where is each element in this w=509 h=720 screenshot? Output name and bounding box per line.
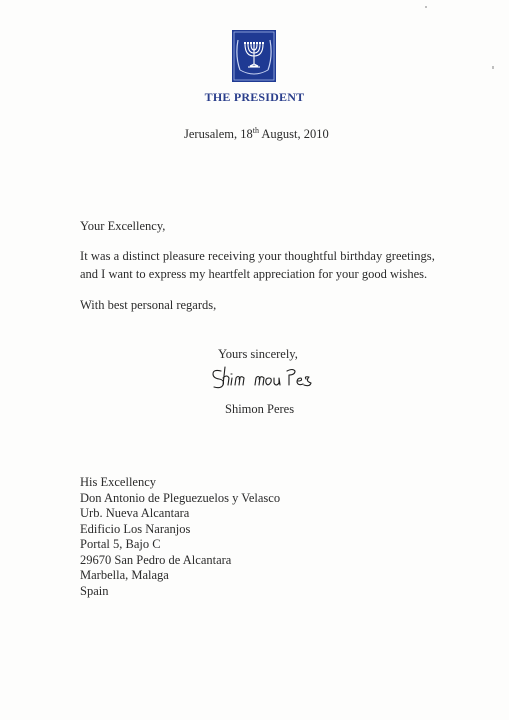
signer-name: Shimon Peres	[225, 402, 295, 416]
address-line: Marbella, Malaga	[80, 568, 169, 582]
address-line: 29670 San Pedro de Alcantara	[80, 552, 232, 567]
address-line: Edificio Los Naranjos	[80, 521, 191, 536]
dateline-place-day: Jerusalem, 18	[184, 127, 253, 141]
body-line-1: It was a distinct pleasure receiving your thoughtful birthday greetings,	[80, 249, 435, 263]
handwritten-signature	[207, 361, 317, 391]
dateline-ordinal: th	[252, 126, 259, 135]
address-line: Spain	[80, 583, 109, 598]
regards: With best personal regards,	[80, 298, 217, 312]
scan-speck	[425, 6, 427, 8]
recipient-address	[80, 475, 280, 599]
menorah-emblem-icon	[232, 30, 276, 82]
closing: Yours sincerely,	[218, 347, 298, 361]
dateline-month-year: August, 2010	[258, 127, 329, 141]
address-line: His Excellency	[80, 475, 157, 489]
body-line-2: and I want to express my heartfelt appreciation for your good wishes.	[80, 267, 428, 281]
address-line: Don Antonio de Pleguezuelos y Velasco	[80, 490, 281, 505]
scan-speck	[492, 66, 494, 69]
salutation: Your Excellency,	[80, 219, 166, 233]
address-line: Urb. Nueva Alcantara	[80, 506, 190, 520]
address-line: Portal 5, Bajo C	[80, 537, 161, 551]
letterhead-title: THE PRESIDENT	[204, 90, 305, 104]
dateline	[184, 127, 329, 142]
